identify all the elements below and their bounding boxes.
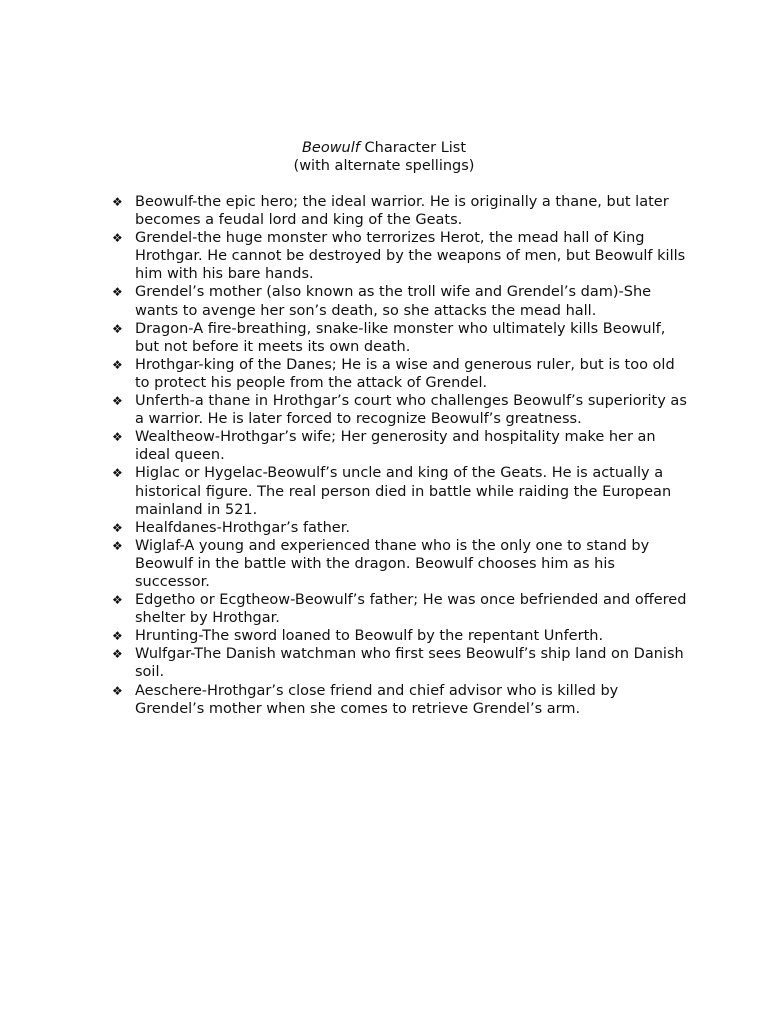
diamond-bullet-icon: ❖ xyxy=(112,195,123,209)
page-subtitle: (with alternate spellings) xyxy=(293,158,475,174)
list-item xyxy=(112,193,692,229)
list-item-text: Higlac or Hygelac-Beowulf’s uncle and king of the Geats. He is actually a historical figure. The real person died in battle while raiding the European mainland in 521. xyxy=(135,465,672,518)
list-item-text: Hrothgar-king of the Danes; He is a wise and generous ruler, but is too old to protect his people from the attack of Grendel. xyxy=(135,356,675,391)
list-item xyxy=(112,464,692,518)
list-item-text: Hrunting-The sword loaned to Beowulf by the repentant Unferth. xyxy=(135,628,604,645)
list-item-text: Dragon-A fire-breathing, snake-like monster who ultimately kills Beowulf, but not before it meets its own death. xyxy=(135,320,666,355)
diamond-bullet-icon: ❖ xyxy=(112,593,123,608)
list-item xyxy=(112,356,692,392)
diamond-bullet-icon: ❖ xyxy=(112,629,123,644)
list-item-text: Wiglaf-A young and experienced thane who is the only one to stand by Beowulf in the battle with the dragon. Beowulf chooses him as his successor. xyxy=(135,537,650,590)
diamond-bullet-icon: ❖ xyxy=(112,538,123,553)
list-item xyxy=(112,591,692,627)
diamond-bullet-icon: ❖ xyxy=(112,430,123,445)
diamond-bullet-icon: ❖ xyxy=(112,466,123,481)
diamond-bullet-icon: ❖ xyxy=(112,357,123,372)
list-item xyxy=(112,229,692,283)
list-item-text: Edgetho or Ecgtheow-Beowulf’s father; He was once befriended and offered shelter by Hrothgar. xyxy=(135,592,687,627)
list-item xyxy=(112,645,692,681)
list-item-text: Healfdanes-Hrothgar’s father. xyxy=(135,519,350,536)
diamond-bullet-icon: ❖ xyxy=(112,520,123,535)
list-item-text: Aeschere-Hrothgar’s close friend and chief advisor who is killed by Grendel’s mother when she comes to retrieve Grendel’s arm. xyxy=(135,682,619,717)
list-item xyxy=(112,537,692,591)
diamond-bullet-icon: ❖ xyxy=(112,647,123,662)
list-item xyxy=(112,392,692,428)
list-item-text: Wulfgar-The Danish watchman who first sees Beowulf’s ship land on Danish soil. xyxy=(135,646,684,681)
list-item-text: Wealtheow-Hrothgar’s wife; Her generosity and hospitality make her an ideal queen. xyxy=(135,429,656,464)
list-item-text: Grendel-the huge monster who terrorizes Herot, the mead hall of King Hrothgar. He cannot be destroyed by the weapons of men, but Beowulf kills him with his bare hands. xyxy=(135,230,686,283)
diamond-bullet-icon: ❖ xyxy=(112,285,123,300)
character-list xyxy=(112,193,692,718)
page-title xyxy=(0,139,768,157)
diamond-bullet-icon: ❖ xyxy=(112,394,123,409)
diamond-bullet-icon: ❖ xyxy=(112,231,123,246)
diamond-bullet-icon: ❖ xyxy=(112,321,123,336)
list-item-text: Unferth-a thane in Hrothgar’s court who challenges Beowulf’s superiority as a warrior. He is later forced to recognize Beowulf’s greatness. xyxy=(135,393,687,428)
title-rest: Character List xyxy=(359,140,467,156)
list-item xyxy=(112,428,692,464)
title-block xyxy=(0,139,768,175)
title-italic: Beowulf xyxy=(301,140,360,156)
list-item xyxy=(112,627,692,645)
list-item xyxy=(112,283,692,319)
list-item xyxy=(112,519,692,537)
list-item-text: Beowulf-the epic hero; the ideal warrior. He is originally a thane, but later becomes a feudal lord and king of the Geats. xyxy=(135,194,669,229)
diamond-bullet-icon: ❖ xyxy=(112,683,123,698)
list-item-text: Grendel’s mother (also known as the troll wife and Grendel’s dam)-She wants to avenge her son’s death, so she attacks the mead hall. xyxy=(135,284,652,319)
list-item xyxy=(112,320,692,356)
list-item xyxy=(112,682,692,718)
